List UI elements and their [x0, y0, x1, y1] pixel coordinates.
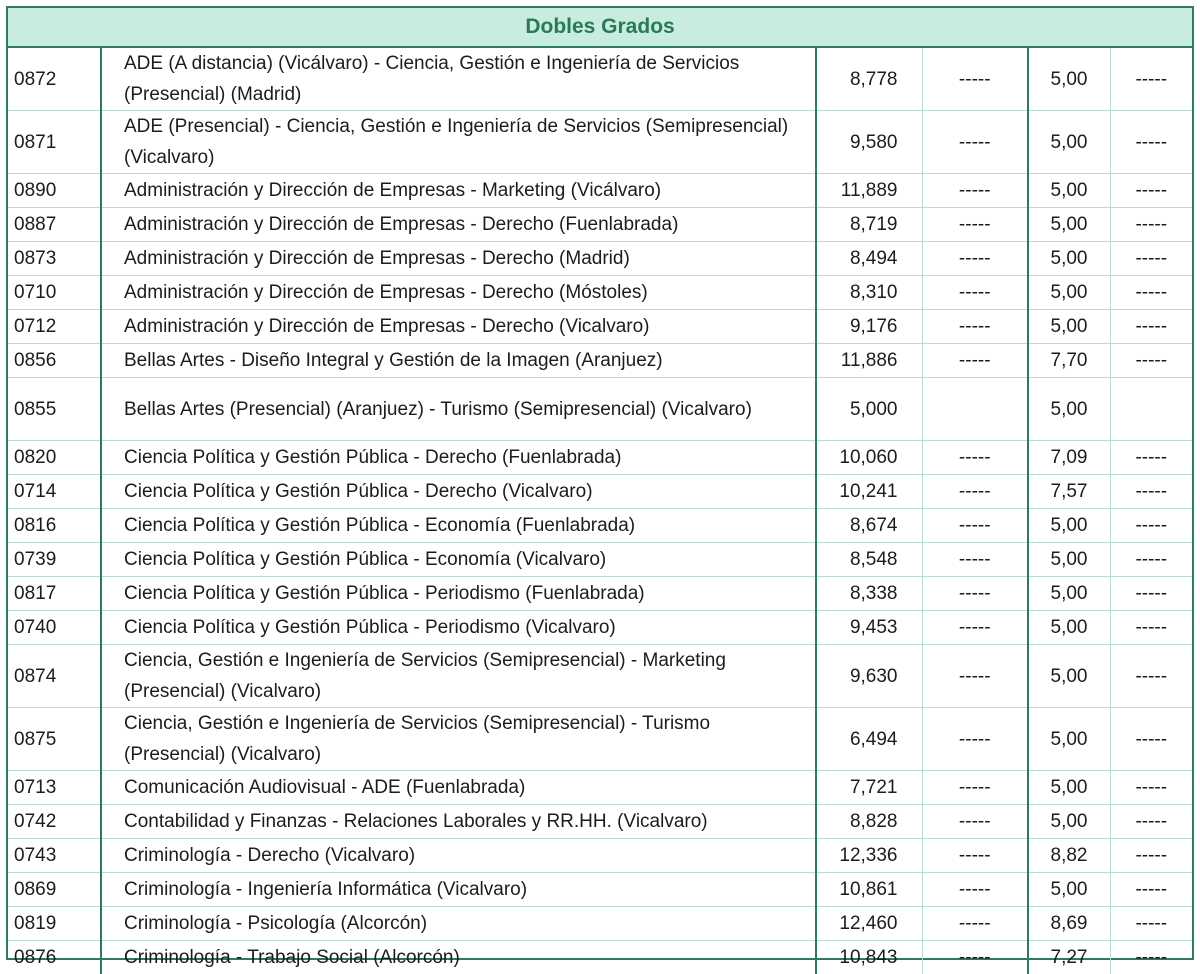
- program-code: 0713: [8, 771, 101, 805]
- table-header-row: [8, 8, 1192, 47]
- minimum-score: 7,27: [1028, 941, 1110, 974]
- empty-value: -----: [1110, 708, 1192, 771]
- empty-value: -----: [922, 208, 1028, 242]
- minimum-score: 5,00: [1028, 805, 1110, 839]
- minimum-score: 5,00: [1028, 310, 1110, 344]
- minimum-score: 5,00: [1028, 174, 1110, 208]
- minimum-score: 5,00: [1028, 611, 1110, 645]
- table-row: [8, 174, 1192, 208]
- minimum-score: 8,82: [1028, 839, 1110, 873]
- table-row: [8, 611, 1192, 645]
- table-title: Dobles Grados: [8, 8, 1192, 47]
- program-code: 0876: [8, 941, 101, 974]
- empty-value: -----: [1110, 242, 1192, 276]
- empty-value: -----: [922, 611, 1028, 645]
- cutoff-score: 9,580: [816, 111, 922, 174]
- program-code: 0816: [8, 509, 101, 543]
- minimum-score: 5,00: [1028, 645, 1110, 708]
- table-row: [8, 509, 1192, 543]
- cutoff-score: 8,338: [816, 577, 922, 611]
- empty-value: -----: [1110, 441, 1192, 475]
- minimum-score: 5,00: [1028, 208, 1110, 242]
- empty-value: -----: [1110, 111, 1192, 174]
- program-code: 0873: [8, 242, 101, 276]
- program-name: Ciencia Política y Gestión Pública - Economía (Fuenlabrada): [101, 509, 816, 543]
- table-row: [8, 941, 1192, 974]
- cutoff-score: 10,241: [816, 475, 922, 509]
- empty-value: -----: [922, 509, 1028, 543]
- empty-value: -----: [922, 475, 1028, 509]
- program-name: Ciencia, Gestión e Ingeniería de Servicios (Semipresencial) - Marketing (Presencial) (Vicalvaro): [101, 645, 816, 708]
- program-name: Ciencia Política y Gestión Pública - Economía (Vicalvaro): [101, 543, 816, 577]
- empty-value: -----: [922, 645, 1028, 708]
- table-row: [8, 543, 1192, 577]
- empty-value: -----: [922, 344, 1028, 378]
- cutoff-score: 9,453: [816, 611, 922, 645]
- cutoff-score: 8,310: [816, 276, 922, 310]
- minimum-score: 5,00: [1028, 378, 1110, 441]
- table-row: [8, 907, 1192, 941]
- cutoff-score: 10,861: [816, 873, 922, 907]
- empty-value: -----: [1110, 344, 1192, 378]
- cutoff-score: 9,176: [816, 310, 922, 344]
- table-row: [8, 344, 1192, 378]
- program-name: Ciencia Política y Gestión Pública - Periodismo (Fuenlabrada): [101, 577, 816, 611]
- program-name: Bellas Artes - Diseño Integral y Gestión de la Imagen (Aranjuez): [101, 344, 816, 378]
- table-row: [8, 441, 1192, 475]
- table-row: [8, 645, 1192, 708]
- empty-value: -----: [922, 771, 1028, 805]
- program-name: Comunicación Audiovisual - ADE (Fuenlabrada): [101, 771, 816, 805]
- cutoff-score: 12,336: [816, 839, 922, 873]
- cutoff-score: 8,494: [816, 242, 922, 276]
- table-row: [8, 577, 1192, 611]
- program-name: Administración y Dirección de Empresas - Derecho (Móstoles): [101, 276, 816, 310]
- minimum-score: 5,00: [1028, 873, 1110, 907]
- minimum-score: 5,00: [1028, 708, 1110, 771]
- empty-value: -----: [1110, 509, 1192, 543]
- grades-table: [8, 8, 1192, 974]
- empty-value: -----: [922, 242, 1028, 276]
- program-name: Criminología - Psicología (Alcorcón): [101, 907, 816, 941]
- empty-value: -----: [922, 111, 1028, 174]
- table-row: [8, 873, 1192, 907]
- table-row: [8, 47, 1192, 111]
- empty-value: -----: [1110, 907, 1192, 941]
- table-row: [8, 242, 1192, 276]
- empty-value: -----: [922, 174, 1028, 208]
- empty-value: -----: [922, 47, 1028, 111]
- program-name: Administración y Dirección de Empresas - Derecho (Fuenlabrada): [101, 208, 816, 242]
- empty-value: -----: [1110, 839, 1192, 873]
- empty-value: -----: [922, 907, 1028, 941]
- empty-value: [1110, 378, 1192, 441]
- table-row: [8, 771, 1192, 805]
- table-row: [8, 378, 1192, 441]
- table-row: [8, 208, 1192, 242]
- program-name: Bellas Artes (Presencial) (Aranjuez) - Turismo (Semipresencial) (Vicalvaro): [101, 378, 816, 441]
- minimum-score: 5,00: [1028, 276, 1110, 310]
- empty-value: -----: [1110, 475, 1192, 509]
- program-code: 0739: [8, 543, 101, 577]
- empty-value: -----: [922, 577, 1028, 611]
- empty-value: -----: [1110, 543, 1192, 577]
- table-row: [8, 708, 1192, 771]
- empty-value: -----: [922, 310, 1028, 344]
- minimum-score: 5,00: [1028, 111, 1110, 174]
- empty-value: -----: [1110, 805, 1192, 839]
- cutoff-score: 8,828: [816, 805, 922, 839]
- minimum-score: 7,57: [1028, 475, 1110, 509]
- cutoff-score: 7,721: [816, 771, 922, 805]
- program-code: 0869: [8, 873, 101, 907]
- program-name: Administración y Dirección de Empresas - Derecho (Vicalvaro): [101, 310, 816, 344]
- table-row: [8, 276, 1192, 310]
- empty-value: -----: [922, 941, 1028, 974]
- program-name: Administración y Dirección de Empresas - Marketing (Vicálvaro): [101, 174, 816, 208]
- program-code: 0742: [8, 805, 101, 839]
- program-code: 0855: [8, 378, 101, 441]
- program-name: ADE (Presencial) - Ciencia, Gestión e Ingeniería de Servicios (Semipresencial) (Vicalvaro): [101, 111, 816, 174]
- program-code: 0875: [8, 708, 101, 771]
- minimum-score: 5,00: [1028, 509, 1110, 543]
- cutoff-score: 10,843: [816, 941, 922, 974]
- empty-value: -----: [1110, 645, 1192, 708]
- empty-value: -----: [1110, 47, 1192, 111]
- program-name: Administración y Dirección de Empresas - Derecho (Madrid): [101, 242, 816, 276]
- empty-value: -----: [1110, 873, 1192, 907]
- program-name: Criminología - Trabajo Social (Alcorcón): [101, 941, 816, 974]
- cutoff-score: 9,630: [816, 645, 922, 708]
- minimum-score: 7,09: [1028, 441, 1110, 475]
- empty-value: -----: [1110, 310, 1192, 344]
- minimum-score: 5,00: [1028, 577, 1110, 611]
- empty-value: -----: [1110, 771, 1192, 805]
- empty-value: -----: [1110, 208, 1192, 242]
- minimum-score: 7,70: [1028, 344, 1110, 378]
- cutoff-score: 12,460: [816, 907, 922, 941]
- empty-value: -----: [922, 839, 1028, 873]
- cutoff-score: 10,060: [816, 441, 922, 475]
- table-body: [8, 47, 1192, 974]
- minimum-score: 5,00: [1028, 543, 1110, 577]
- empty-value: -----: [922, 543, 1028, 577]
- program-code: 0817: [8, 577, 101, 611]
- program-name: ADE (A distancia) (Vicálvaro) - Ciencia, Gestión e Ingeniería de Servicios (Presencial) (Madrid): [101, 47, 816, 111]
- cutoff-score: 11,886: [816, 344, 922, 378]
- minimum-score: 5,00: [1028, 771, 1110, 805]
- empty-value: -----: [1110, 174, 1192, 208]
- table-row: [8, 805, 1192, 839]
- program-name: Ciencia Política y Gestión Pública - Derecho (Vicalvaro): [101, 475, 816, 509]
- cutoff-score: 8,674: [816, 509, 922, 543]
- empty-value: -----: [922, 873, 1028, 907]
- empty-value: -----: [1110, 611, 1192, 645]
- program-code: 0874: [8, 645, 101, 708]
- program-name: Ciencia Política y Gestión Pública - Periodismo (Vicalvaro): [101, 611, 816, 645]
- program-code: 0710: [8, 276, 101, 310]
- empty-value: [922, 378, 1028, 441]
- cutoff-score: 8,719: [816, 208, 922, 242]
- program-code: 0872: [8, 47, 101, 111]
- cutoff-score: 8,548: [816, 543, 922, 577]
- table-row: [8, 111, 1192, 174]
- program-code: 0887: [8, 208, 101, 242]
- empty-value: -----: [922, 805, 1028, 839]
- cutoff-score: 8,778: [816, 47, 922, 111]
- program-code: 0714: [8, 475, 101, 509]
- empty-value: -----: [922, 441, 1028, 475]
- program-code: 0856: [8, 344, 101, 378]
- empty-value: -----: [922, 276, 1028, 310]
- cutoff-score: 11,889: [816, 174, 922, 208]
- program-name: Ciencia Política y Gestión Pública - Derecho (Fuenlabrada): [101, 441, 816, 475]
- cutoff-score: 5,000: [816, 378, 922, 441]
- minimum-score: 8,69: [1028, 907, 1110, 941]
- minimum-score: 5,00: [1028, 242, 1110, 276]
- program-code: 0743: [8, 839, 101, 873]
- program-code: 0820: [8, 441, 101, 475]
- grades-table-frame: [6, 6, 1194, 960]
- cutoff-score: 6,494: [816, 708, 922, 771]
- program-code: 0871: [8, 111, 101, 174]
- empty-value: -----: [1110, 577, 1192, 611]
- program-name: Ciencia, Gestión e Ingeniería de Servicios (Semipresencial) - Turismo (Presencial) (Vicalvaro): [101, 708, 816, 771]
- empty-value: -----: [1110, 276, 1192, 310]
- table-row: [8, 839, 1192, 873]
- empty-value: -----: [922, 708, 1028, 771]
- program-name: Contabilidad y Finanzas - Relaciones Laborales y RR.HH. (Vicalvaro): [101, 805, 816, 839]
- program-code: 0890: [8, 174, 101, 208]
- minimum-score: 5,00: [1028, 47, 1110, 111]
- program-name: Criminología - Ingeniería Informática (Vicalvaro): [101, 873, 816, 907]
- table-row: [8, 475, 1192, 509]
- program-name: Criminología - Derecho (Vicalvaro): [101, 839, 816, 873]
- program-code: 0740: [8, 611, 101, 645]
- table-row: [8, 310, 1192, 344]
- program-code: 0712: [8, 310, 101, 344]
- program-code: 0819: [8, 907, 101, 941]
- empty-value: -----: [1110, 941, 1192, 974]
